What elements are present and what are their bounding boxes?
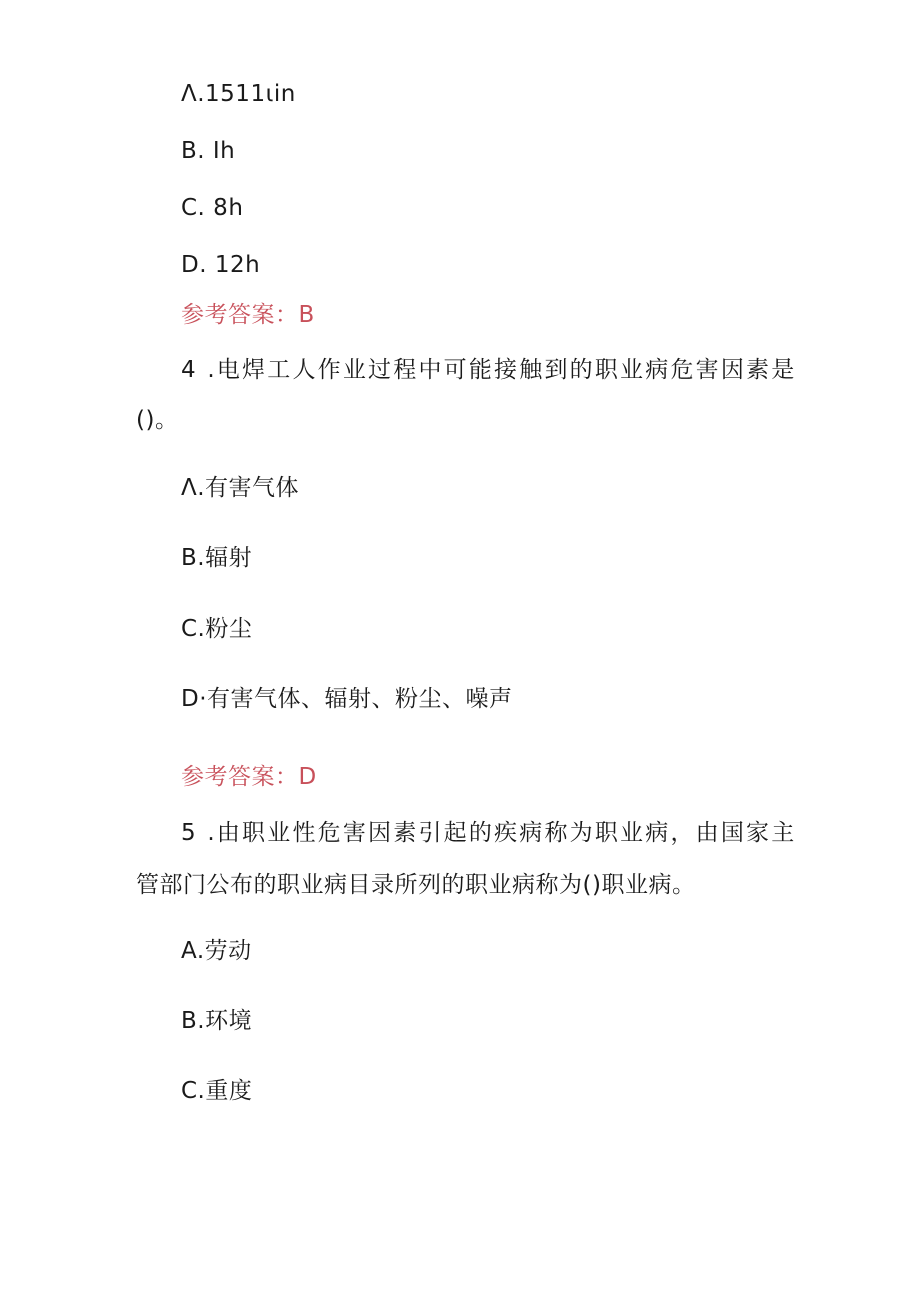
q3-option-c: C. 8h <box>181 195 244 221</box>
q4-answer: 参考答案：D <box>181 764 317 790</box>
q4-option-c: C.粉尘 <box>181 616 253 642</box>
q5-option-c: C.重度 <box>181 1078 253 1104</box>
q4-option-a: Λ.有害气体 <box>181 475 300 501</box>
q4-stem-line2: ()。 <box>136 407 179 433</box>
q4-option-d: D·有害气体、辐射、粉尘、噪声 <box>181 686 513 712</box>
q3-option-b: B. Ih <box>181 138 236 164</box>
q3-answer: 参考答案：B <box>181 302 315 328</box>
q3-option-d: D. 12h <box>181 252 261 278</box>
q5-option-a: A.劳动 <box>181 938 252 964</box>
q4-stem-line1: 4 .电焊工人作业过程中可能接触到的职业病危害因素是 <box>181 357 797 383</box>
q5-stem-line1: 5 .由职业性危害因素引起的疾病称为职业病，由国家主 <box>181 820 797 846</box>
q5-option-b: B.环境 <box>181 1008 253 1034</box>
q4-option-b: B.辐射 <box>181 545 253 571</box>
q3-option-a: Λ.1511ιin <box>181 81 296 107</box>
q5-stem-line2: 管部门公布的职业病目录所列的职业病称为()职业病。 <box>136 872 696 898</box>
